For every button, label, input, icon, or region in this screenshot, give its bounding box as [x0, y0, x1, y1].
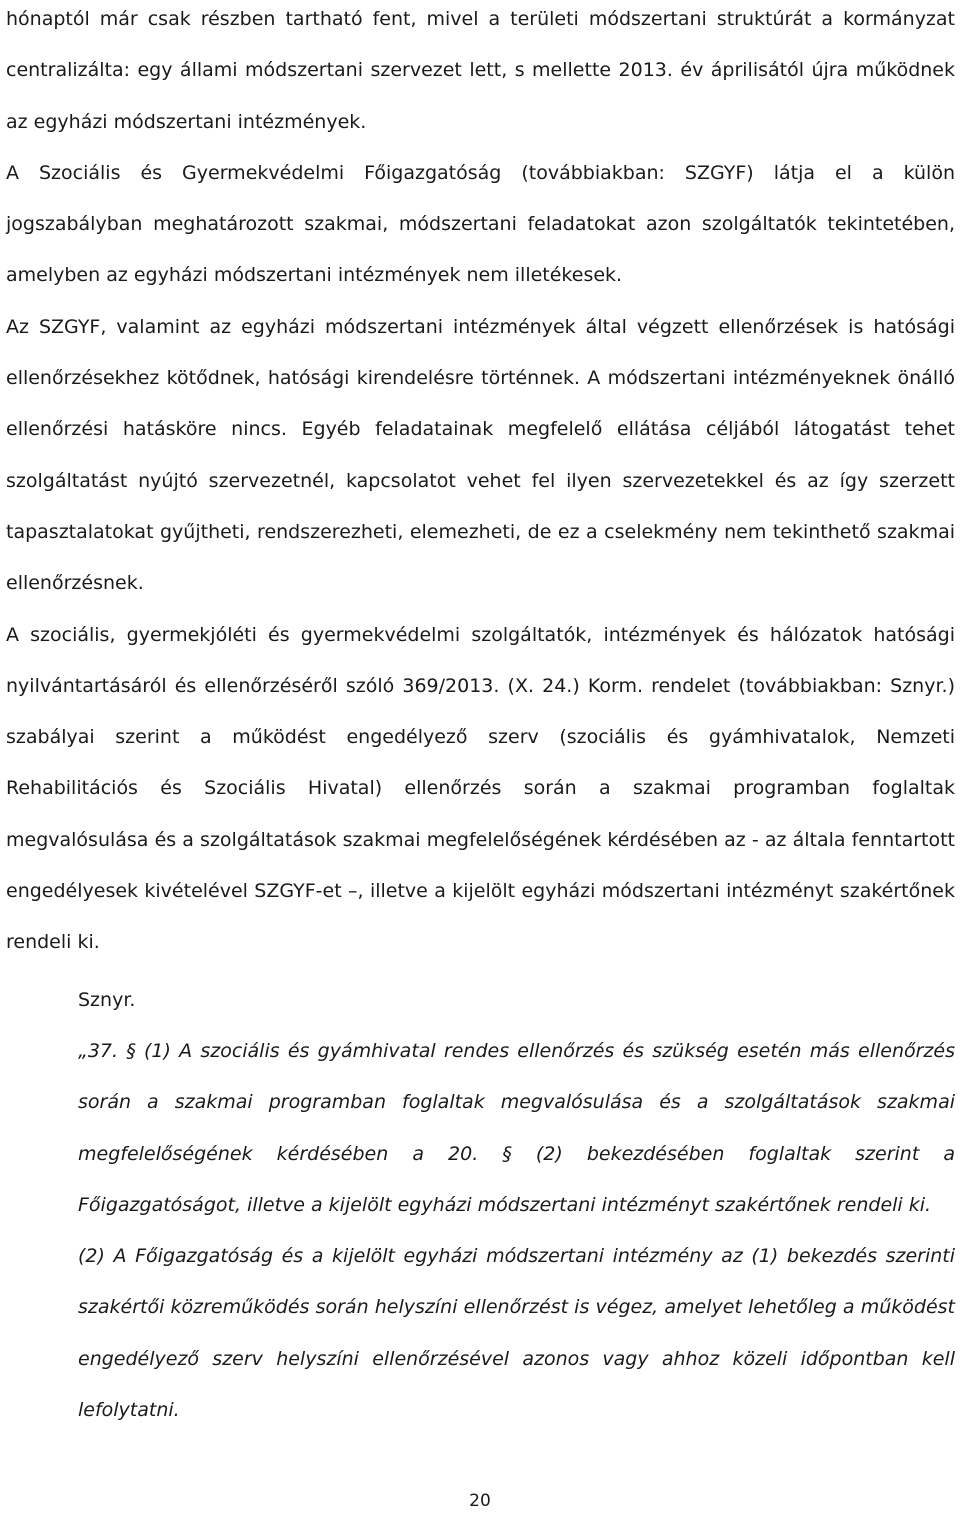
- quote-heading: Sznyr.: [78, 988, 136, 1011]
- paragraph-continuation: hónaptól már csak részben tartható fent, mivel a területi módszertani struktúrát a kormányzat centralizálta: egy állami módszertani szervezet lett, s mellette 2013. év áprilisától újra működnek az egyházi módszertani intézmények.: [6, 8, 955, 133]
- paragraph-szgyf-role: A Szociális és Gyermekvédelmi Főigazgatóság (továbbiakban: SZGYF) látja el a külön jogszabályban meghatározott szakmai, módszertani feladatokat azon szolgáltatók tekintetében, amelyben az egyházi módszertani intézmények nem illetékesek.: [6, 161, 955, 287]
- page-number: 20: [469, 1491, 491, 1511]
- paragraph-sznyr-rules: A szociális, gyermekjóléti és gyermekvédelmi szolgáltatók, intézmények és hálózatok hatósági nyilvántartásáról és ellenőrzéséről szóló 369/2013. (X. 24.) Korm. rendelet (továbbiakban: Sznyr.) szabályai szerint a működést engedélyező szerv (szociális és gyámhivatalok, Nemzeti Rehabilitációs és Szociális Hivatal) ellenőrzés során a szakmai programban foglaltak megvalósulása és a szolgáltatások szakmai megfelelőségének kérdésében az - az általa fenntartott engedélyesek kivételével SZGYF-et –, illetve a kijelölt egyházi módszertani intézményt szakértőnek rendeli ki.: [6, 623, 955, 954]
- quote-paragraph-2: (2) A Főigazgatóság és a kijelölt egyházi módszertani intézmény az (1) bekezdés szerinti szakértői közreműködés során helyszíni ellenőrzést is végez, amelyet lehetőleg a működést engedélyező szerv helyszíni ellenőrzésével azonos vagy ahhoz közeli időpontban kell lefolytatni.: [78, 1245, 955, 1422]
- document-page: [6, 0, 955, 1436]
- paragraph-inspections: Az SZGYF, valamint az egyházi módszertani intézmények által végzett ellenőrzések is hatósági ellenőrzésekhez kötődnek, hatósági kirendelésre történnek. A módszertani intézményeknek önálló ellenőrzési hatásköre nincs. Egyéb feladatainak megfelelő ellátása céljából látogatást tehet szolgáltatást nyújtó szervezetnél, kapcsolatot vehet fel ilyen szervezetekkel és az így szerzett tapasztalatokat gyűjtheti, rendszerezheti, elemezheti, de ez a cselekmény nem tekinthető szakmai ellenőrzésnek.: [6, 315, 955, 595]
- quote-paragraph-1: „37. § (1) A szociális és gyámhivatal rendes ellenőrzés és szükség esetén más ellenőrzés során a szakmai programban foglaltak megvalósulása és a szolgáltatások szakmai megfelelőségének kérdésében a 20. § (2) bekezdésében foglaltak szerint a Főigazgatóságot, illetve a kijelölt egyházi módszertani intézményt szakértőnek rendeli ki.: [78, 1039, 955, 1216]
- quoted-regulation: [78, 975, 955, 1437]
